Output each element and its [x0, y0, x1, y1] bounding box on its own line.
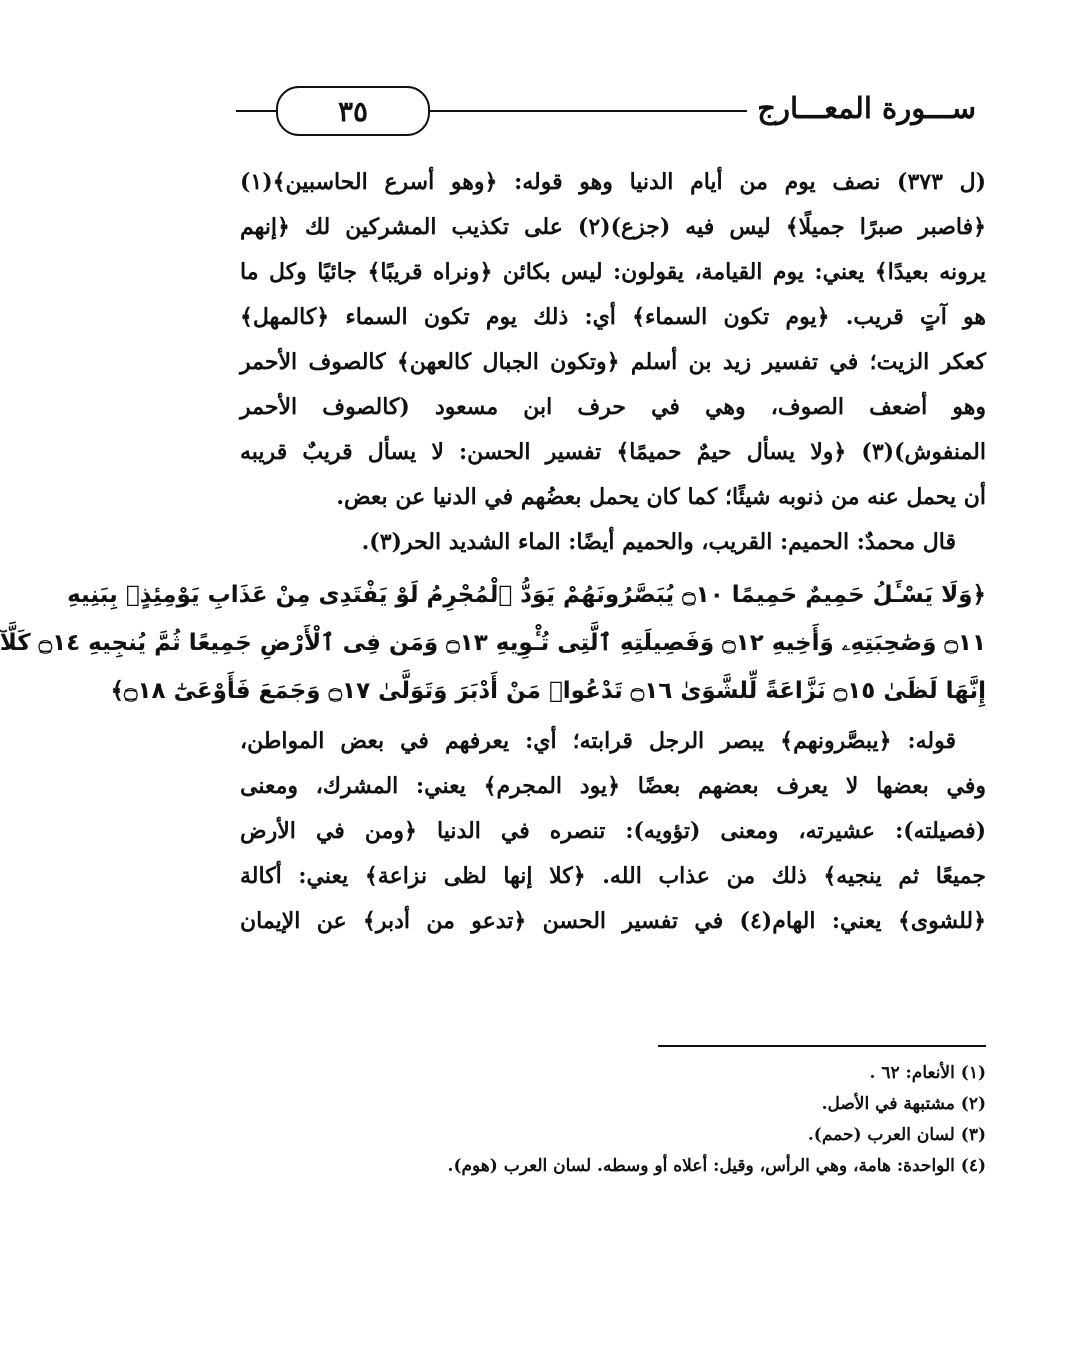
page-header	[236, 82, 986, 138]
quran-verses	[0, 571, 986, 715]
text-line: هو آتٍ قريب. ﴿يوم تكون السماء﴾ أي: ذلك يوم تكون السماء ﴿كالمهل﴾	[240, 304, 986, 330]
text-line: أن يحمل عنه من ذنوبه شيئًا؛ كما كان يحمل بعضُهم في الدنيا عن بعض.	[336, 484, 986, 510]
footnote: (١) الأنعام: ٦٢ .	[869, 1063, 986, 1083]
text-line: قال محمدٌ: الحميم: القريب، والحميم أيضًا: الماء الشديد الحر(٣).	[361, 529, 956, 555]
footnote: (٤) الواحدة: هامة، وهي الرأس، وقيل: أعلاه أو وسطه. لسان العرب (هوم).	[447, 1156, 986, 1176]
footnote: (٣) لسان العرب (حمم).	[807, 1125, 986, 1145]
page-number: ٣٥	[276, 86, 430, 136]
surah-title: ســـورة المعـــارج	[747, 84, 986, 132]
verse-line: ﴿وَلَا يَسْـَٔلُ حَمِيمٌ حَمِيمًا ۝١٠ يُبَصَّرُونَهُمْ يَوَدُّ ٱلْمُجْرِمُ لَوْ يَفْتَدِى مِنْ عَذَابِ يَوْمِئِذٍۭ بِبَنِيهِ	[67, 582, 986, 608]
text-line: (فصيلته): عشيرته، ومعنى (تؤويه): تنصره في الدنيا ﴿ومن في الأرض	[240, 818, 986, 844]
verse-line: ۝١١ وَصَٰحِبَتِهِۦ وَأَخِيهِ ۝١٢ وَفَصِيلَتِهِ ٱلَّتِى تُـْٔوِيهِ ۝١٣ وَمَن فِى ٱلْأَرْضِ جَمِيعًا ثُمَّ يُنجِيهِ ۝١٤ كَلَّآ	[0, 630, 986, 656]
text-line: ﴿فاصبر صبرًا جميلًا﴾ ليس فيه (جزع)(٢) على تكذيب المشركين لك ﴿إنهم	[240, 214, 987, 240]
text-line: المنفوش)(٣) ﴿ولا يسأل حيمٌ حميمًا﴾ تفسير الحسن: لا يسأل قريبٌ قريبه	[240, 439, 986, 465]
header-rule-left	[236, 110, 276, 112]
verse-line: إِنَّهَا لَظَىٰ ۝١٥ نَزَّاعَةً لِّلشَّوَىٰ ۝١٦ تَدْعُوا۟ مَنْ أَدْبَرَ وَتَوَلَّىٰ ۝١٧ وَجَمَعَ فَأَوْعَىٰٓ ۝١٨﴾	[110, 678, 986, 704]
text-line: وهو أضعف الصوف، وهي في حرف ابن مسعود (كالصوف الأحمر	[240, 394, 986, 420]
text-line: ﴿للشوى﴾ يعني: الهام(٤) في تفسير الحسن ﴿تدعو من أدبر﴾ عن الإيمان	[240, 908, 986, 934]
footnote-separator	[658, 1045, 986, 1047]
main-text	[0, 160, 987, 944]
text-line: قوله: ﴿يبصَّرونهم﴾ يبصر الرجل قرابته؛ أي: يعرفهم في بعض المواطن،	[240, 728, 956, 754]
text-line: جميعًا ثم ينجيه﴾ ذلك من عذاب الله. ﴿كلا إنها لظى نزاعة﴾ يعني: أكالة	[240, 863, 986, 889]
text-line: يرونه بعيدًا﴾ يعني: يوم القيامة، يقولون: ليس بكائن ﴿ونراه قريبًا﴾ جائيًا وكل ما	[240, 259, 986, 285]
text-line: كعكر الزيت؛ في تفسير زيد بن أسلم ﴿وتكون الجبال كالعهن﴾ كالصوف الأحمر	[240, 349, 986, 375]
footnotes	[240, 1058, 986, 1182]
footnote: (٢) مشتبهة في الأصل.	[821, 1094, 986, 1114]
text-line: وفي بعضها لا يعرف بعضهم بعضًا ﴿يود المجرم﴾ يعني: المشرك، ومعنى	[240, 773, 986, 799]
text-line: (ل ٣٧٣) نصف يوم من أيام الدنيا وهو قوله: ﴿وهو أسرع الحاسبين﴾(١)	[240, 169, 986, 195]
